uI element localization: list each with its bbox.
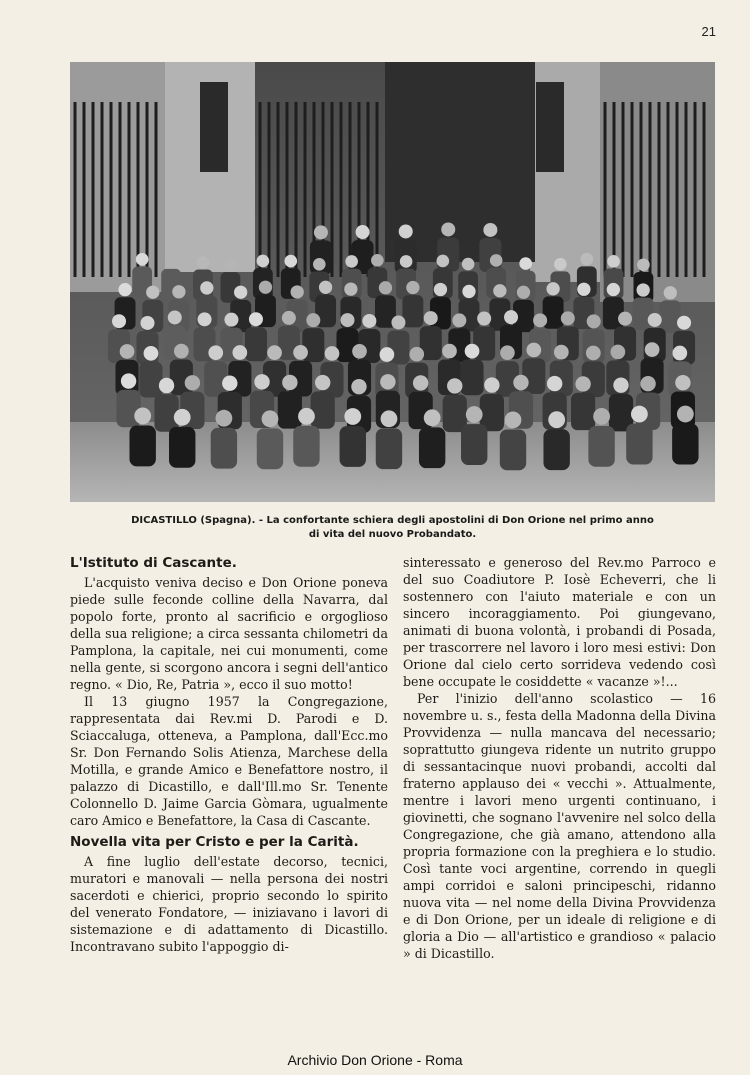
paragraph: sinteressato e generoso del Rev.mo Parroco e del suo Coadiutore P. Iosè Echeverri, che li sostennero con l'aiuto materiale e con un sincero incoraggiamento. Poi giungevano, animati di buona volontà, i probandi di Posada, per trascorrere nel lavoro i loro mesi estivi: Don Orione dal cielo certo sorrideva vedendo così bene occupate le cosiddette « vacanze »!... (403, 555, 716, 689)
page-number: 21 (701, 24, 716, 39)
paragraph: Il 13 giugno 1957 la Congregazione, rappresentata dai Rev.mi D. Parodi e D. Sciaccaluga, otteneva, a Pamplona, dall'Ecc.mo Sr. Don Fernando Solis Atienza, Marchese della Motilla, e grande Amico e Benefattore nostro, il palazzo di Dicastillo, e dall'Ill.mo Sr. Tenente Colonnello D. Jaime Garcia Gòmara, ugualmente caro Amico e Benefattore, la Casa di Cascante. (70, 694, 388, 828)
caption-line-1: DICASTILLO (Spagna). - La confortante schiera degli apostolini di Don Orione nel primo anno (131, 515, 654, 526)
photo-caption (70, 514, 715, 542)
section-heading-istituto: L'Istituto di Cascante. (70, 555, 237, 571)
archive-footer: Archivio Don Orione - Roma (287, 1052, 463, 1068)
section-heading-novella-vita: Novella vita per Cristo e per la Carità. (70, 834, 359, 850)
group-photo-icon (70, 62, 715, 502)
paragraph: A fine luglio dell'estate decorso, tecnici, muratori e manovali — nella persona dei nostri sacerdoti e chierici, proprio secondo lo spirito del venerato Fondatore, — iniziavano i lavori di sistemazione e di adattamento di Dicastillo. Incontravano subito l'appoggio di- (70, 854, 388, 954)
paragraph: L'acquisto veniva deciso e Don Orione poneva piede sulle feconde colline della Navarra, dal popolo forte, pronto al sacrificio e orgoglioso della sua religione; a circa sessanta chilometri da Pamplona, la capitale, nei cui monumenti, come nella gente, si scorgono ancora i segni dell'antico regno. « Dio, Re, Patria », ecco il suo motto! (70, 575, 388, 692)
caption-line-2: di vita del nuovo Probandato. (308, 529, 477, 540)
left-column (70, 554, 388, 955)
right-column (403, 554, 716, 962)
paragraph: Per l'inizio dell'anno scolastico — 16 novembre u. s., festa della Madonna della Divina Provvidenza — nulla mancava del necessario; soprattutto giungeva ridente un nutrito gruppo di sessantacinque nuovi probandi, accolti dal fraterno applauso dei « vecchi ». Attualmente, mentre i lavori meno urgenti continuano, i giovinetti, che sognano l'avvenire nel solco della Congregazione, che già amano, attendono alla propria formazione con la preghiera e lo studio. Così tante voci argentine, correndo in quegli ampi corridoi e saloni principeschi, ridanno nuova vita — nel nome della Divina Provvidenza e di Don Orione, per un ideale di religione e di gloria a Dio — all'artistico e grandioso « palacio » di Dicastillo. (403, 691, 716, 961)
group-photo (70, 62, 715, 502)
